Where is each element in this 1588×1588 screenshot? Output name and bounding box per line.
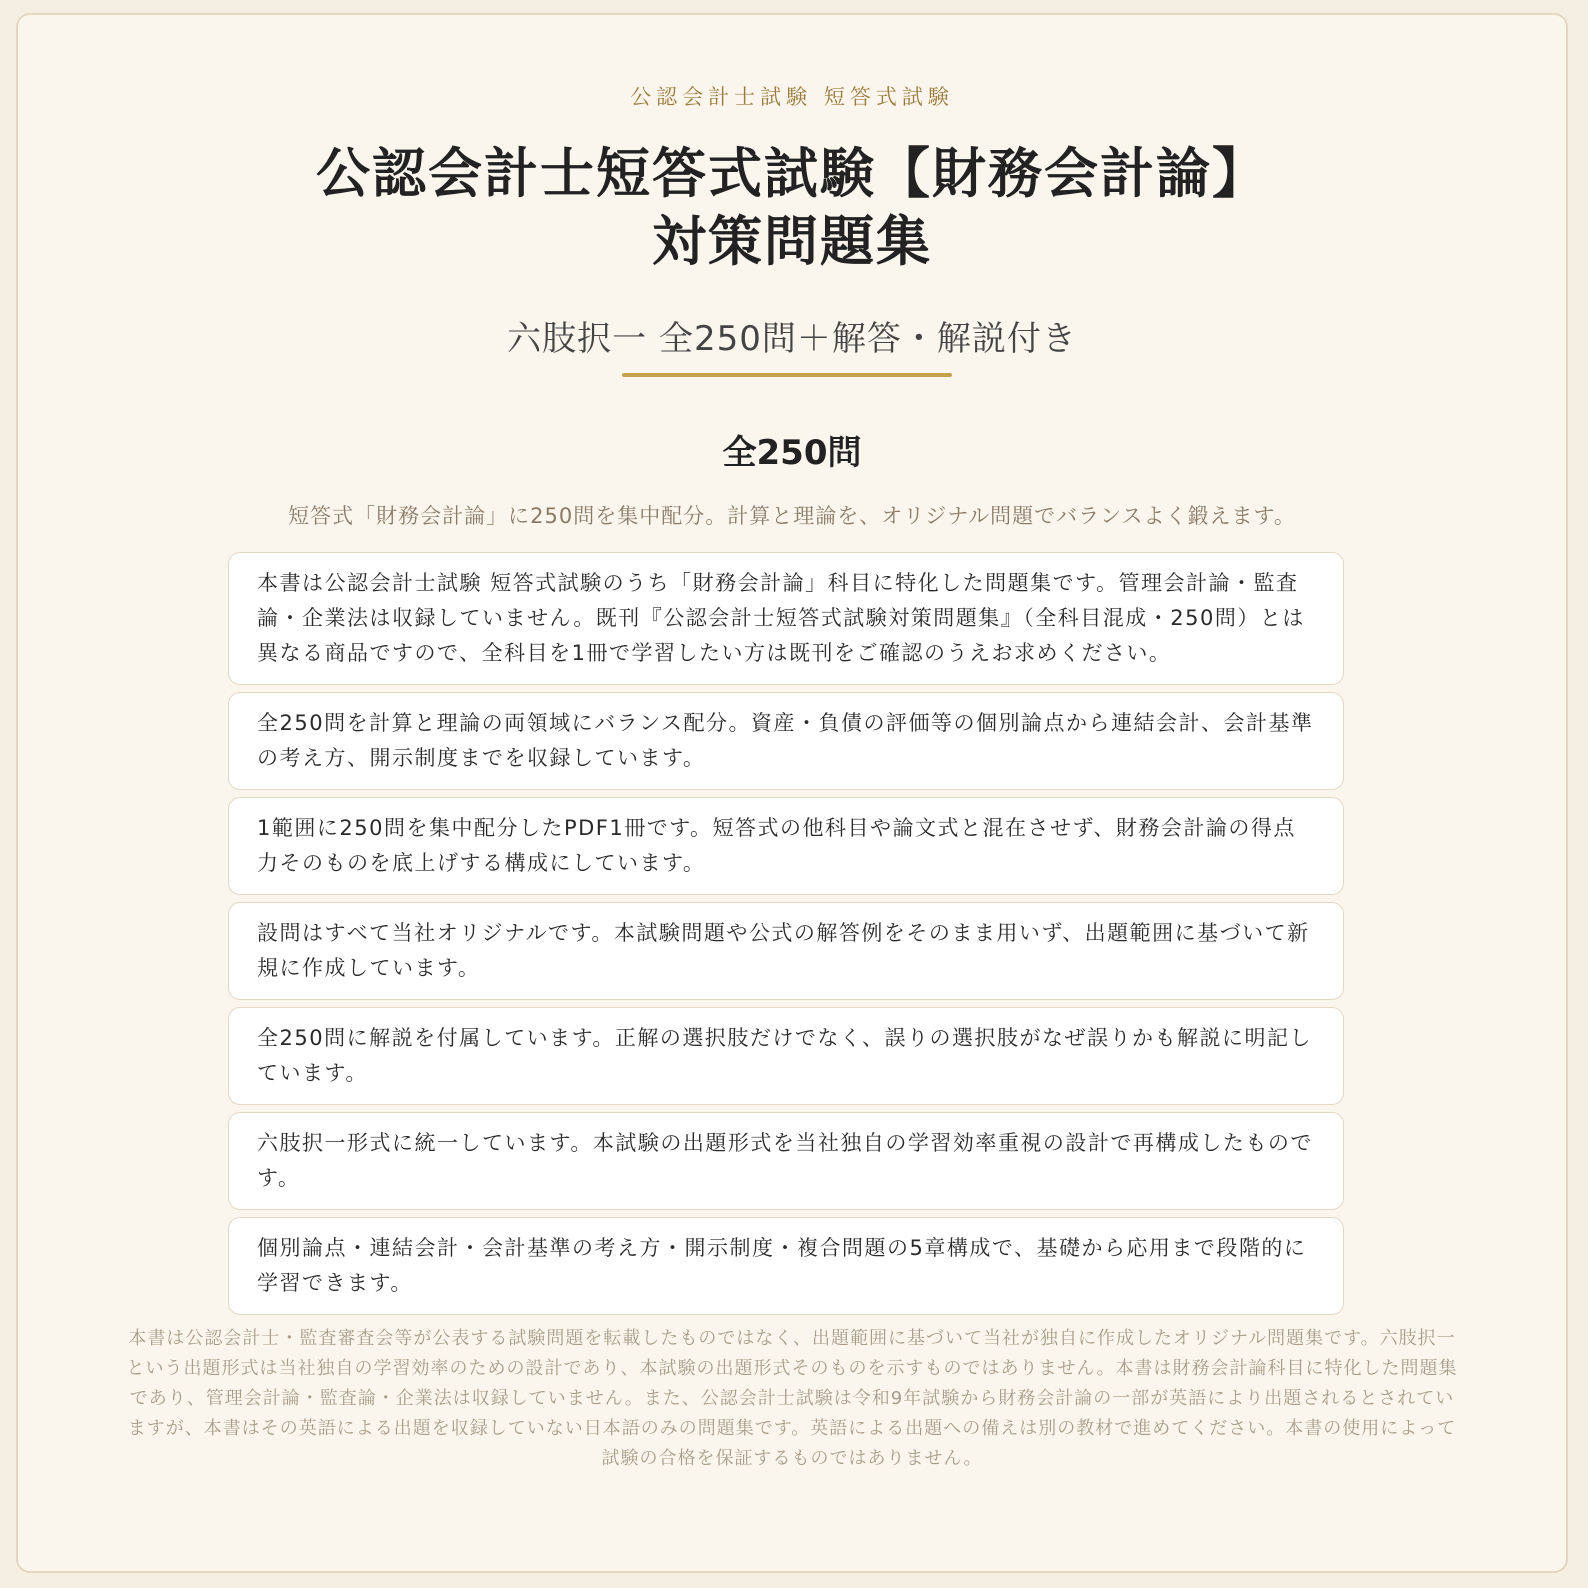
feature-card-explanations: 全250問に解説を付属しています。正解の選択肢だけでなく、誤りの選択肢がなぜ誤りかも解説に明記しています。 bbox=[228, 1007, 1344, 1105]
feature-card-original: 設問はすべて当社オリジナルです。本試験問題や公式の解答例をそのまま用いず、出題範囲に基づいて新規に作成しています。 bbox=[228, 902, 1344, 1000]
title-line-1: 公認会計士短答式試験【財務会計論】 bbox=[316, 142, 1268, 205]
subtitle: 六肢択一 全250問＋解答・解説付き bbox=[507, 319, 1077, 359]
feature-card-balance: 全250問を計算と理論の両領域にバランス配分。資産・負債の評価等の個別論点から連結会計、会計基準の考え方、開示制度までを収録しています。 bbox=[228, 692, 1344, 790]
product-panel bbox=[16, 13, 1568, 1573]
lead-text: 短答式「財務会計論」に250問を集中配分。計算と理論を、オリジナル問題でバランスよく鍛えます。 bbox=[288, 504, 1296, 528]
question-count-heading: 全250問 bbox=[722, 433, 862, 473]
feature-card-six-choice: 六肢択一形式に統一しています。本試験の出題形式を当社独自の学習効率重視の設計で再構成したものです。 bbox=[228, 1112, 1344, 1210]
feature-card-format: 1範囲に250問を集中配分したPDF1冊です。短答式の他科目や論文式と混在させず、財務会計論の得点力そのものを底上げする構成にしています。 bbox=[228, 797, 1344, 895]
feature-card-scope: 本書は公認会計士試験 短答式試験のうち「財務会計論」科目に特化した問題集です。管理会計論・監査論・企業法は収録していません。既刊『公認会計士短答式試験対策問題集』（全科目混成・250問）とは異なる商品ですので、全科目を1冊で学習したい方は既刊をご確認のうえお求めください。 bbox=[228, 552, 1344, 685]
title-line-2: 対策問題集 bbox=[652, 210, 932, 273]
exam-eyebrow: 公認会計士試験 短答式試験 bbox=[630, 85, 954, 109]
disclaimer-note: 本書は公認会計士・監査審査会等が公表する試験問題を転載したものではなく、出題範囲に基づいて当社が独自に作成したオリジナル問題集です。六肢択一という出題形式は当社独自の学習効率のための設計であり、本試験の出題形式そのものを示すものではありません。本書は財務会計論科目に特化した問題集であり、管理会計論・監査論・企業法は収録していません。また、公認会計士試験は令和9年試験から財務会計論の一部が英語により出題されるとされていますが、本書はその英語による出題を収録していない日本語のみの問題集です。英語による出題への備えは別の教材で進めてください。本書の使用によって試験の合格を保証するものではありません。 bbox=[126, 1328, 1458, 1469]
feature-list bbox=[228, 552, 1344, 1322]
accent-divider bbox=[622, 373, 952, 377]
page-title bbox=[18, 140, 1566, 276]
feature-card-chapters: 個別論点・連結会計・会計基準の考え方・開示制度・複合問題の5章構成で、基礎から応用まで段階的に学習できます。 bbox=[228, 1217, 1344, 1315]
